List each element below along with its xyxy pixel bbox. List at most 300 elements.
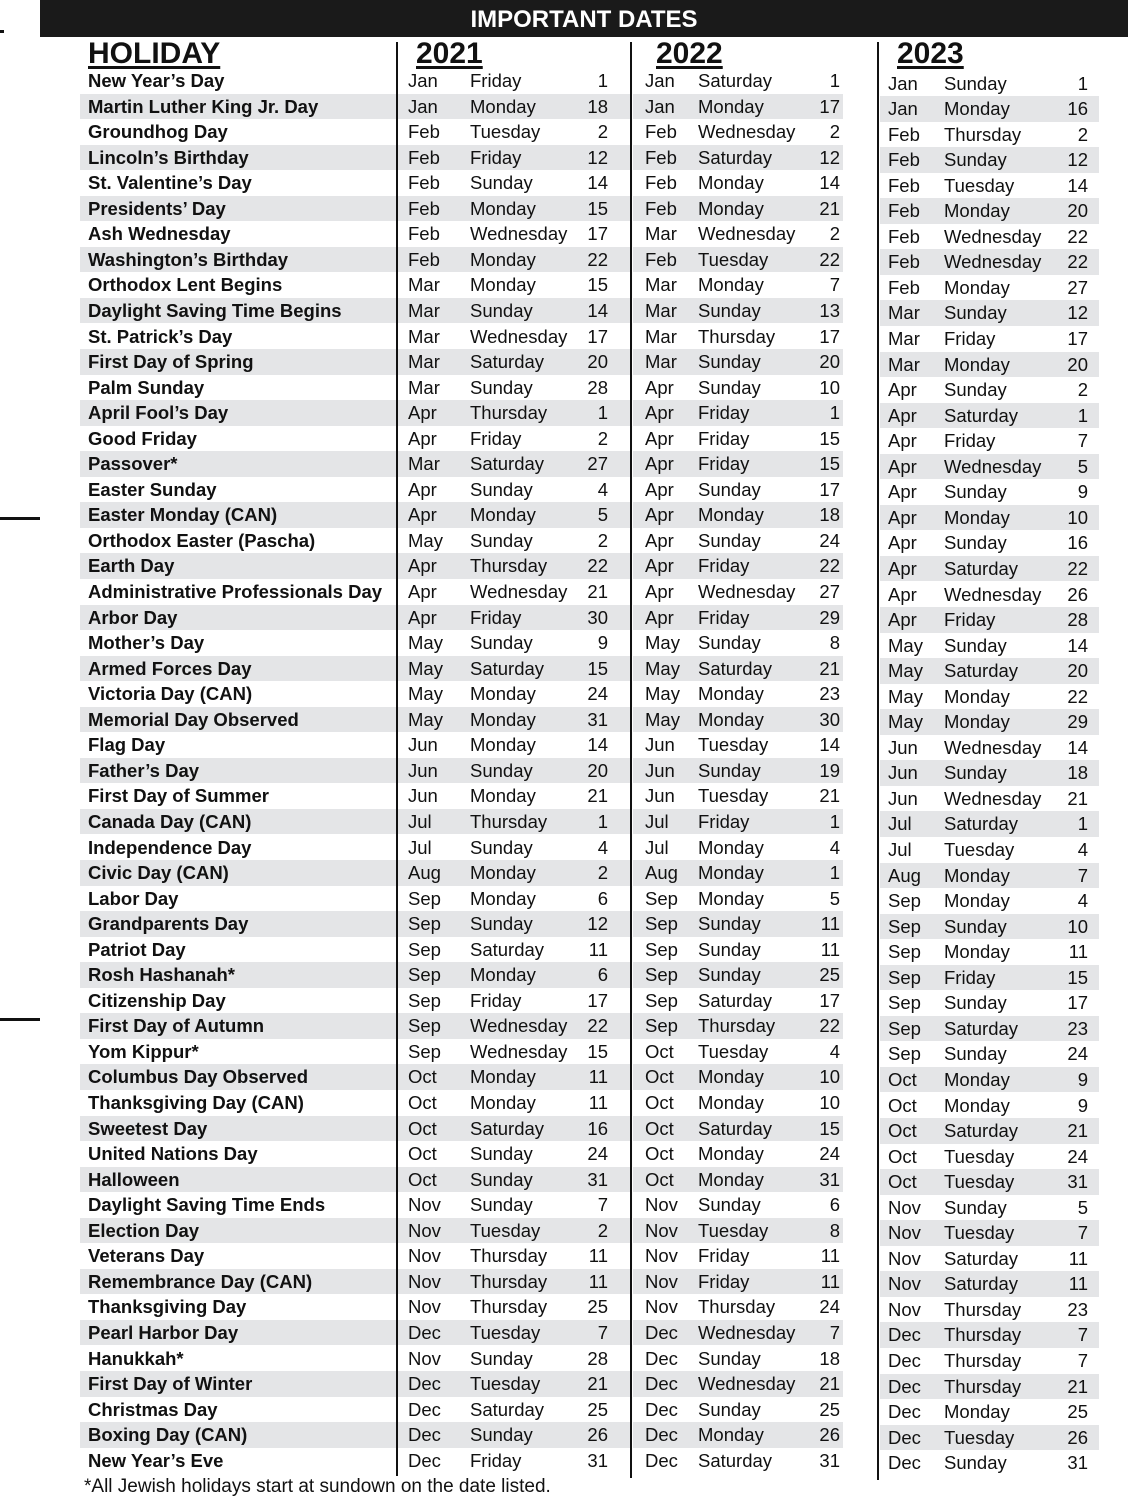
weekday-2021: Monday (470, 1092, 536, 1113)
holiday-name: Election Day (88, 1219, 200, 1241)
weekday-2021: Monday (470, 964, 536, 986)
weekday-2023: Thursday (944, 1324, 1022, 1346)
day-2022: 29 (819, 606, 840, 628)
holiday-name: Grandparents Day (88, 913, 249, 935)
holiday-name: Christmas Day (88, 1398, 218, 1420)
weekday-2023: Thursday (944, 123, 1022, 145)
month-2021: Oct (408, 1092, 437, 1113)
day-2023: 28 (1067, 609, 1088, 631)
weekday-2023: Sunday (944, 634, 1007, 656)
day-2022: 8 (829, 1219, 840, 1241)
day-2021: 16 (587, 1117, 608, 1139)
day-2021: 6 (597, 964, 608, 986)
month-2021: Mar (408, 351, 440, 373)
weekday-2021: Thursday (470, 810, 548, 832)
weekday-2021: Wednesday (470, 1015, 568, 1037)
month-2022: Apr (645, 555, 674, 577)
banner-title: IMPORTANT DATES (40, 0, 1128, 37)
weekday-2021: Monday (470, 734, 536, 756)
weekday-2022: Friday (698, 555, 750, 577)
weekday-2022: Wednesday (698, 581, 796, 602)
day-2022: 15 (819, 1117, 840, 1139)
day-2021: 12 (587, 146, 608, 168)
day-2023: 14 (1067, 174, 1088, 196)
month-2021: Sep (408, 887, 441, 909)
holiday-name: Sweetest Day (88, 1117, 208, 1139)
month-2021: Apr (408, 581, 437, 602)
month-2021: Nov (408, 1194, 441, 1216)
month-2022: Feb (645, 172, 677, 194)
day-2023: 22 (1067, 557, 1088, 579)
weekday-2023: Tuesday (944, 174, 1015, 196)
month-2022: Dec (645, 1373, 678, 1395)
weekday-2022: Sunday (698, 632, 761, 654)
month-2023: May (888, 711, 923, 733)
weekday-2023: Tuesday (944, 1145, 1015, 1167)
month-2022: Feb (645, 197, 677, 219)
weekday-2023: Friday (944, 430, 996, 452)
weekday-2022: Saturday (698, 1449, 773, 1471)
month-2022: Mar (645, 274, 677, 296)
weekday-2022: Sunday (698, 1398, 761, 1420)
month-2022: Jan (645, 70, 675, 91)
month-2022: Jun (645, 759, 675, 781)
day-2021: 31 (587, 708, 608, 730)
holiday-name: Thanksgiving Day (CAN) (88, 1092, 304, 1113)
day-2021: 7 (597, 1321, 608, 1343)
day-2021: 4 (597, 836, 608, 858)
weekday-2021: Thursday (470, 402, 548, 424)
month-2021: Apr (408, 504, 437, 526)
day-2021: 28 (587, 376, 608, 398)
day-2023: 31 (1067, 1452, 1088, 1474)
day-2023: 7 (1077, 1324, 1088, 1346)
holiday-name: Hanukkah* (88, 1347, 184, 1369)
day-2023: 25 (1067, 1401, 1088, 1423)
month-2023: Jun (888, 762, 918, 784)
weekday-2021: Thursday (470, 1296, 548, 1318)
month-2021: Nov (408, 1219, 441, 1241)
month-2021: Sep (408, 1015, 441, 1037)
weekday-2022: Tuesday (698, 785, 769, 807)
day-2021: 30 (587, 606, 608, 628)
weekday-2023: Monday (944, 711, 1010, 733)
month-2023: Sep (888, 915, 921, 937)
weekday-2022: Monday (698, 1424, 764, 1446)
weekday-2023: Tuesday (944, 1171, 1015, 1193)
weekday-2022: Monday (698, 887, 764, 909)
holiday-name: Daylight Saving Time Begins (88, 299, 342, 321)
day-2023: 17 (1067, 328, 1088, 349)
weekday-2023: Thursday (944, 1298, 1022, 1320)
weekday-2022: Monday (698, 1066, 764, 1088)
day-2023: 18 (1067, 762, 1088, 784)
day-2021: 22 (587, 1015, 608, 1037)
day-2022: 6 (829, 1194, 840, 1216)
weekday-2023: Sunday (944, 481, 1007, 503)
weekday-2021: Thursday (470, 555, 548, 577)
day-2023: 1 (1077, 813, 1088, 835)
weekday-2021: Monday (470, 1066, 536, 1088)
day-2022: 26 (819, 1424, 840, 1446)
weekday-2021: Wednesday (470, 581, 568, 602)
month-2022: Nov (645, 1270, 678, 1292)
column-divider (877, 42, 879, 1480)
day-2021: 2 (597, 862, 608, 884)
weekday-2021: Sunday (470, 759, 533, 781)
day-2023: 9 (1077, 1068, 1088, 1090)
day-2021: 27 (587, 453, 608, 475)
day-2022: 8 (829, 632, 840, 654)
day-2021: 14 (587, 172, 608, 194)
weekday-2021: Friday (470, 70, 522, 91)
weekday-2022: Monday (698, 708, 764, 730)
day-2022: 11 (820, 1270, 840, 1292)
month-2023: Nov (888, 1273, 921, 1295)
weekday-2021: Saturday (470, 1117, 545, 1139)
holiday-name: Victoria Day (CAN) (88, 683, 253, 705)
month-2021: May (408, 657, 443, 679)
weekday-2022: Monday (698, 197, 764, 219)
day-2021: 7 (597, 1194, 608, 1216)
day-2022: 18 (819, 1347, 840, 1369)
day-2021: 26 (587, 1424, 608, 1446)
weekday-2022: Sunday (698, 299, 761, 321)
month-2021: Nov (408, 1296, 441, 1318)
weekday-2021: Monday (470, 197, 536, 219)
month-2021: Dec (408, 1398, 441, 1420)
holiday-name: Easter Sunday (88, 478, 217, 500)
holiday-name: Labor Day (88, 887, 179, 909)
day-2023: 29 (1067, 711, 1088, 733)
day-2022: 17 (819, 325, 840, 347)
day-2021: 25 (587, 1296, 608, 1318)
weekday-2023: Wednesday (944, 736, 1042, 758)
weekday-2023: Wednesday (944, 455, 1042, 477)
month-2022: Feb (645, 146, 677, 168)
holiday-name: Lincoln’s Birthday (88, 146, 249, 168)
day-2023: 9 (1077, 1094, 1088, 1116)
day-2022: 10 (819, 1092, 840, 1113)
month-2021: Sep (408, 989, 441, 1011)
weekday-2021: Friday (470, 146, 522, 168)
weekday-2023: Saturday (944, 660, 1019, 682)
year-2022-header: 2022 (656, 37, 723, 70)
month-2021: Jul (408, 836, 432, 858)
day-2021: 28 (587, 1347, 608, 1369)
weekday-2022: Sunday (698, 759, 761, 781)
day-2022: 11 (820, 913, 840, 935)
holiday-name: Daylight Saving Time Ends (88, 1194, 326, 1216)
day-2022: 4 (829, 1040, 840, 1062)
weekday-2021: Friday (470, 989, 522, 1011)
month-2023: Jun (888, 787, 918, 809)
month-2022: Nov (645, 1245, 678, 1267)
day-2022: 1 (829, 862, 840, 884)
month-2023: May (888, 685, 923, 707)
weekday-2023: Sunday (944, 532, 1007, 554)
month-2022: Dec (645, 1321, 678, 1343)
month-2022: Mar (645, 325, 677, 347)
holiday-name: Martin Luther King Jr. Day (88, 95, 319, 117)
day-2023: 31 (1067, 1171, 1088, 1193)
month-2023: Sep (888, 1017, 921, 1039)
month-2023: Nov (888, 1222, 921, 1244)
day-2022: 24 (819, 1296, 840, 1318)
month-2022: Sep (645, 938, 678, 960)
weekday-2023: Wednesday (944, 583, 1042, 605)
month-2022: Oct (645, 1066, 674, 1088)
month-2021: Mar (408, 325, 440, 347)
weekday-2023: Sunday (944, 1196, 1007, 1218)
weekday-2023: Monday (944, 890, 1010, 912)
day-2022: 22 (819, 248, 840, 270)
weekday-2023: Sunday (944, 72, 1007, 94)
weekday-2022: Friday (698, 1245, 750, 1267)
month-2022: Mar (645, 223, 677, 245)
day-2023: 1 (1077, 72, 1088, 94)
weekday-2023: Monday (944, 98, 1010, 120)
weekday-2022: Sunday (698, 1194, 761, 1216)
weekday-2023: Friday (944, 328, 996, 349)
holiday-name: Armed Forces Day (88, 657, 252, 679)
holiday-name: Mother’s Day (88, 632, 205, 654)
weekday-2021: Saturday (470, 657, 545, 679)
day-2021: 25 (587, 1398, 608, 1420)
day-2021: 1 (597, 810, 608, 832)
month-2021: Mar (408, 376, 440, 398)
weekday-2021: Monday (470, 248, 536, 270)
holiday-name: Passover* (88, 453, 178, 475)
day-2022: 31 (819, 1168, 840, 1190)
year-2021-header: 2021 (416, 37, 483, 70)
holiday-name: Memorial Day Observed (88, 708, 299, 730)
weekday-2022: Monday (698, 1168, 764, 1190)
month-2022: Nov (645, 1219, 678, 1241)
weekday-2021: Monday (470, 862, 536, 884)
day-2023: 9 (1077, 481, 1088, 503)
month-2021: Nov (408, 1347, 441, 1369)
month-2023: Sep (888, 941, 921, 963)
day-2022: 7 (829, 274, 840, 296)
month-2023: May (888, 660, 923, 682)
weekday-2022: Monday (698, 504, 764, 526)
month-2021: Dec (408, 1449, 441, 1471)
month-2022: Apr (645, 606, 674, 628)
weekday-2023: Tuesday (944, 1222, 1015, 1244)
weekday-2021: Monday (470, 504, 536, 526)
month-2021: Apr (408, 427, 437, 449)
day-2023: 24 (1067, 1145, 1088, 1167)
month-2023: Mar (888, 328, 920, 349)
weekday-2021: Sunday (470, 1168, 533, 1190)
day-2022: 21 (819, 785, 840, 807)
day-2021: 11 (588, 1270, 608, 1292)
month-2021: Mar (408, 274, 440, 296)
month-2023: Sep (888, 1043, 921, 1065)
day-2021: 24 (587, 683, 608, 705)
day-2023: 7 (1077, 1350, 1088, 1371)
month-2023: Feb (888, 200, 920, 222)
month-2021: Jul (408, 810, 432, 832)
month-2023: Apr (888, 404, 917, 426)
day-2021: 14 (587, 734, 608, 756)
day-2021: 31 (587, 1168, 608, 1190)
holiday-name: Halloween (88, 1168, 180, 1190)
weekday-2021: Sunday (470, 529, 533, 551)
month-2021: Oct (408, 1066, 437, 1088)
day-2021: 31 (587, 1449, 608, 1471)
day-2023: 10 (1067, 506, 1088, 528)
weekday-2023: Sunday (944, 1043, 1007, 1065)
weekday-2021: Friday (470, 606, 522, 628)
holiday-column-header: HOLIDAY (88, 37, 221, 70)
holiday-name: Washington’s Birthday (88, 248, 289, 270)
holiday-name: St. Patrick’s Day (88, 325, 233, 347)
month-2022: Nov (645, 1194, 678, 1216)
month-2022: Apr (645, 376, 674, 398)
month-2022: Sep (645, 913, 678, 935)
month-2023: Nov (888, 1247, 921, 1269)
day-2021: 17 (587, 325, 608, 347)
day-2022: 22 (819, 555, 840, 577)
weekday-2022: Sunday (698, 1347, 761, 1369)
weekday-2021: Wednesday (470, 223, 568, 245)
month-2023: Apr (888, 557, 917, 579)
weekday-2021: Saturday (470, 351, 545, 373)
month-2023: Oct (888, 1145, 917, 1167)
day-2021: 24 (587, 1143, 608, 1165)
day-2021: 11 (588, 1092, 608, 1113)
day-2021: 2 (597, 1219, 608, 1241)
month-2023: Nov (888, 1298, 921, 1320)
day-2023: 20 (1067, 660, 1088, 682)
weekday-2022: Friday (698, 1270, 750, 1292)
day-2023: 7 (1077, 430, 1088, 452)
day-2022: 23 (819, 683, 840, 705)
weekday-2021: Sunday (470, 1194, 533, 1216)
weekday-2023: Saturday (944, 404, 1019, 426)
day-2022: 22 (819, 1015, 840, 1037)
weekday-2023: Sunday (944, 915, 1007, 937)
weekday-2023: Monday (944, 353, 1010, 375)
day-2022: 25 (819, 964, 840, 986)
month-2021: Feb (408, 172, 440, 194)
month-2022: Feb (645, 121, 677, 143)
month-2022: May (645, 632, 680, 654)
month-2023: Feb (888, 225, 920, 247)
day-2022: 24 (819, 1143, 840, 1165)
weekday-2023: Saturday (944, 1273, 1019, 1295)
month-2022: Jul (645, 810, 669, 832)
day-2022: 14 (819, 172, 840, 194)
weekday-2023: Saturday (944, 813, 1019, 835)
day-2022: 27 (819, 581, 840, 602)
month-2023: Nov (888, 1196, 921, 1218)
month-2022: Dec (645, 1398, 678, 1420)
weekday-2022: Monday (698, 836, 764, 858)
holiday-name: First Day of Summer (88, 785, 269, 807)
holiday-name: Pearl Harbor Day (88, 1321, 239, 1343)
day-2022: 24 (819, 529, 840, 551)
month-2022: Dec (645, 1449, 678, 1471)
month-2021: Aug (408, 862, 441, 884)
day-2023: 7 (1077, 1222, 1088, 1244)
month-2023: Feb (888, 149, 920, 171)
day-2021: 21 (587, 785, 608, 807)
weekday-2022: Wednesday (698, 1373, 796, 1395)
weekday-2023: Monday (944, 276, 1010, 298)
month-2021: Dec (408, 1373, 441, 1395)
day-2023: 23 (1067, 1017, 1088, 1039)
weekday-2021: Tuesday (470, 1219, 541, 1241)
month-2021: Mar (408, 453, 440, 475)
day-2023: 16 (1067, 532, 1088, 554)
weekday-2023: Monday (944, 1094, 1010, 1116)
month-2022: Apr (645, 529, 674, 551)
month-2022: Dec (645, 1347, 678, 1369)
weekday-2023: Monday (944, 506, 1010, 528)
weekday-2022: Wednesday (698, 223, 796, 245)
day-2022: 21 (819, 1373, 840, 1395)
holiday-name: Veterans Day (88, 1245, 205, 1267)
holiday-name: Groundhog Day (88, 121, 228, 143)
weekday-2023: Sunday (944, 1452, 1007, 1474)
day-2021: 1 (597, 70, 608, 91)
month-2023: Feb (888, 174, 920, 196)
day-2022: 2 (829, 121, 840, 143)
holiday-name: April Fool’s Day (88, 402, 229, 424)
footnote: *All Jewish holidays start at sundown on the date listed. (84, 1476, 551, 1497)
weekday-2022: Monday (698, 1143, 764, 1165)
weekday-2022: Monday (698, 274, 764, 296)
day-2022: 13 (819, 299, 840, 321)
day-2023: 22 (1067, 251, 1088, 273)
day-2023: 5 (1077, 1196, 1088, 1218)
day-2022: 10 (819, 1066, 840, 1088)
day-2023: 2 (1077, 123, 1088, 145)
weekday-2022: Friday (698, 606, 750, 628)
day-2023: 20 (1067, 353, 1088, 375)
weekday-2022: Friday (698, 402, 750, 424)
month-2023: Sep (888, 890, 921, 912)
holiday-name: St. Valentine’s Day (88, 172, 252, 194)
day-2023: 26 (1067, 583, 1088, 605)
day-2022: 21 (819, 197, 840, 219)
day-2023: 11 (1068, 941, 1088, 963)
weekday-2021: Sunday (470, 1347, 533, 1369)
day-2021: 2 (597, 427, 608, 449)
day-2022: 19 (819, 759, 840, 781)
holiday-name: First Day of Winter (88, 1373, 253, 1395)
weekday-2021: Monday (470, 887, 536, 909)
holiday-name: United Nations Day (88, 1143, 258, 1165)
column-divider (396, 42, 398, 1476)
month-2021: Feb (408, 197, 440, 219)
weekday-2022: Sunday (698, 351, 761, 373)
weekday-2023: Sunday (944, 762, 1007, 784)
weekday-2021: Sunday (470, 1143, 533, 1165)
month-2023: Mar (888, 302, 920, 324)
month-2023: Apr (888, 430, 917, 452)
month-2021: Dec (408, 1424, 441, 1446)
month-2022: Nov (645, 1296, 678, 1318)
weekday-2023: Monday (944, 200, 1010, 222)
day-2022: 18 (819, 504, 840, 526)
month-2023: Mar (888, 353, 920, 375)
weekday-2022: Monday (698, 95, 764, 117)
month-2021: Apr (408, 606, 437, 628)
